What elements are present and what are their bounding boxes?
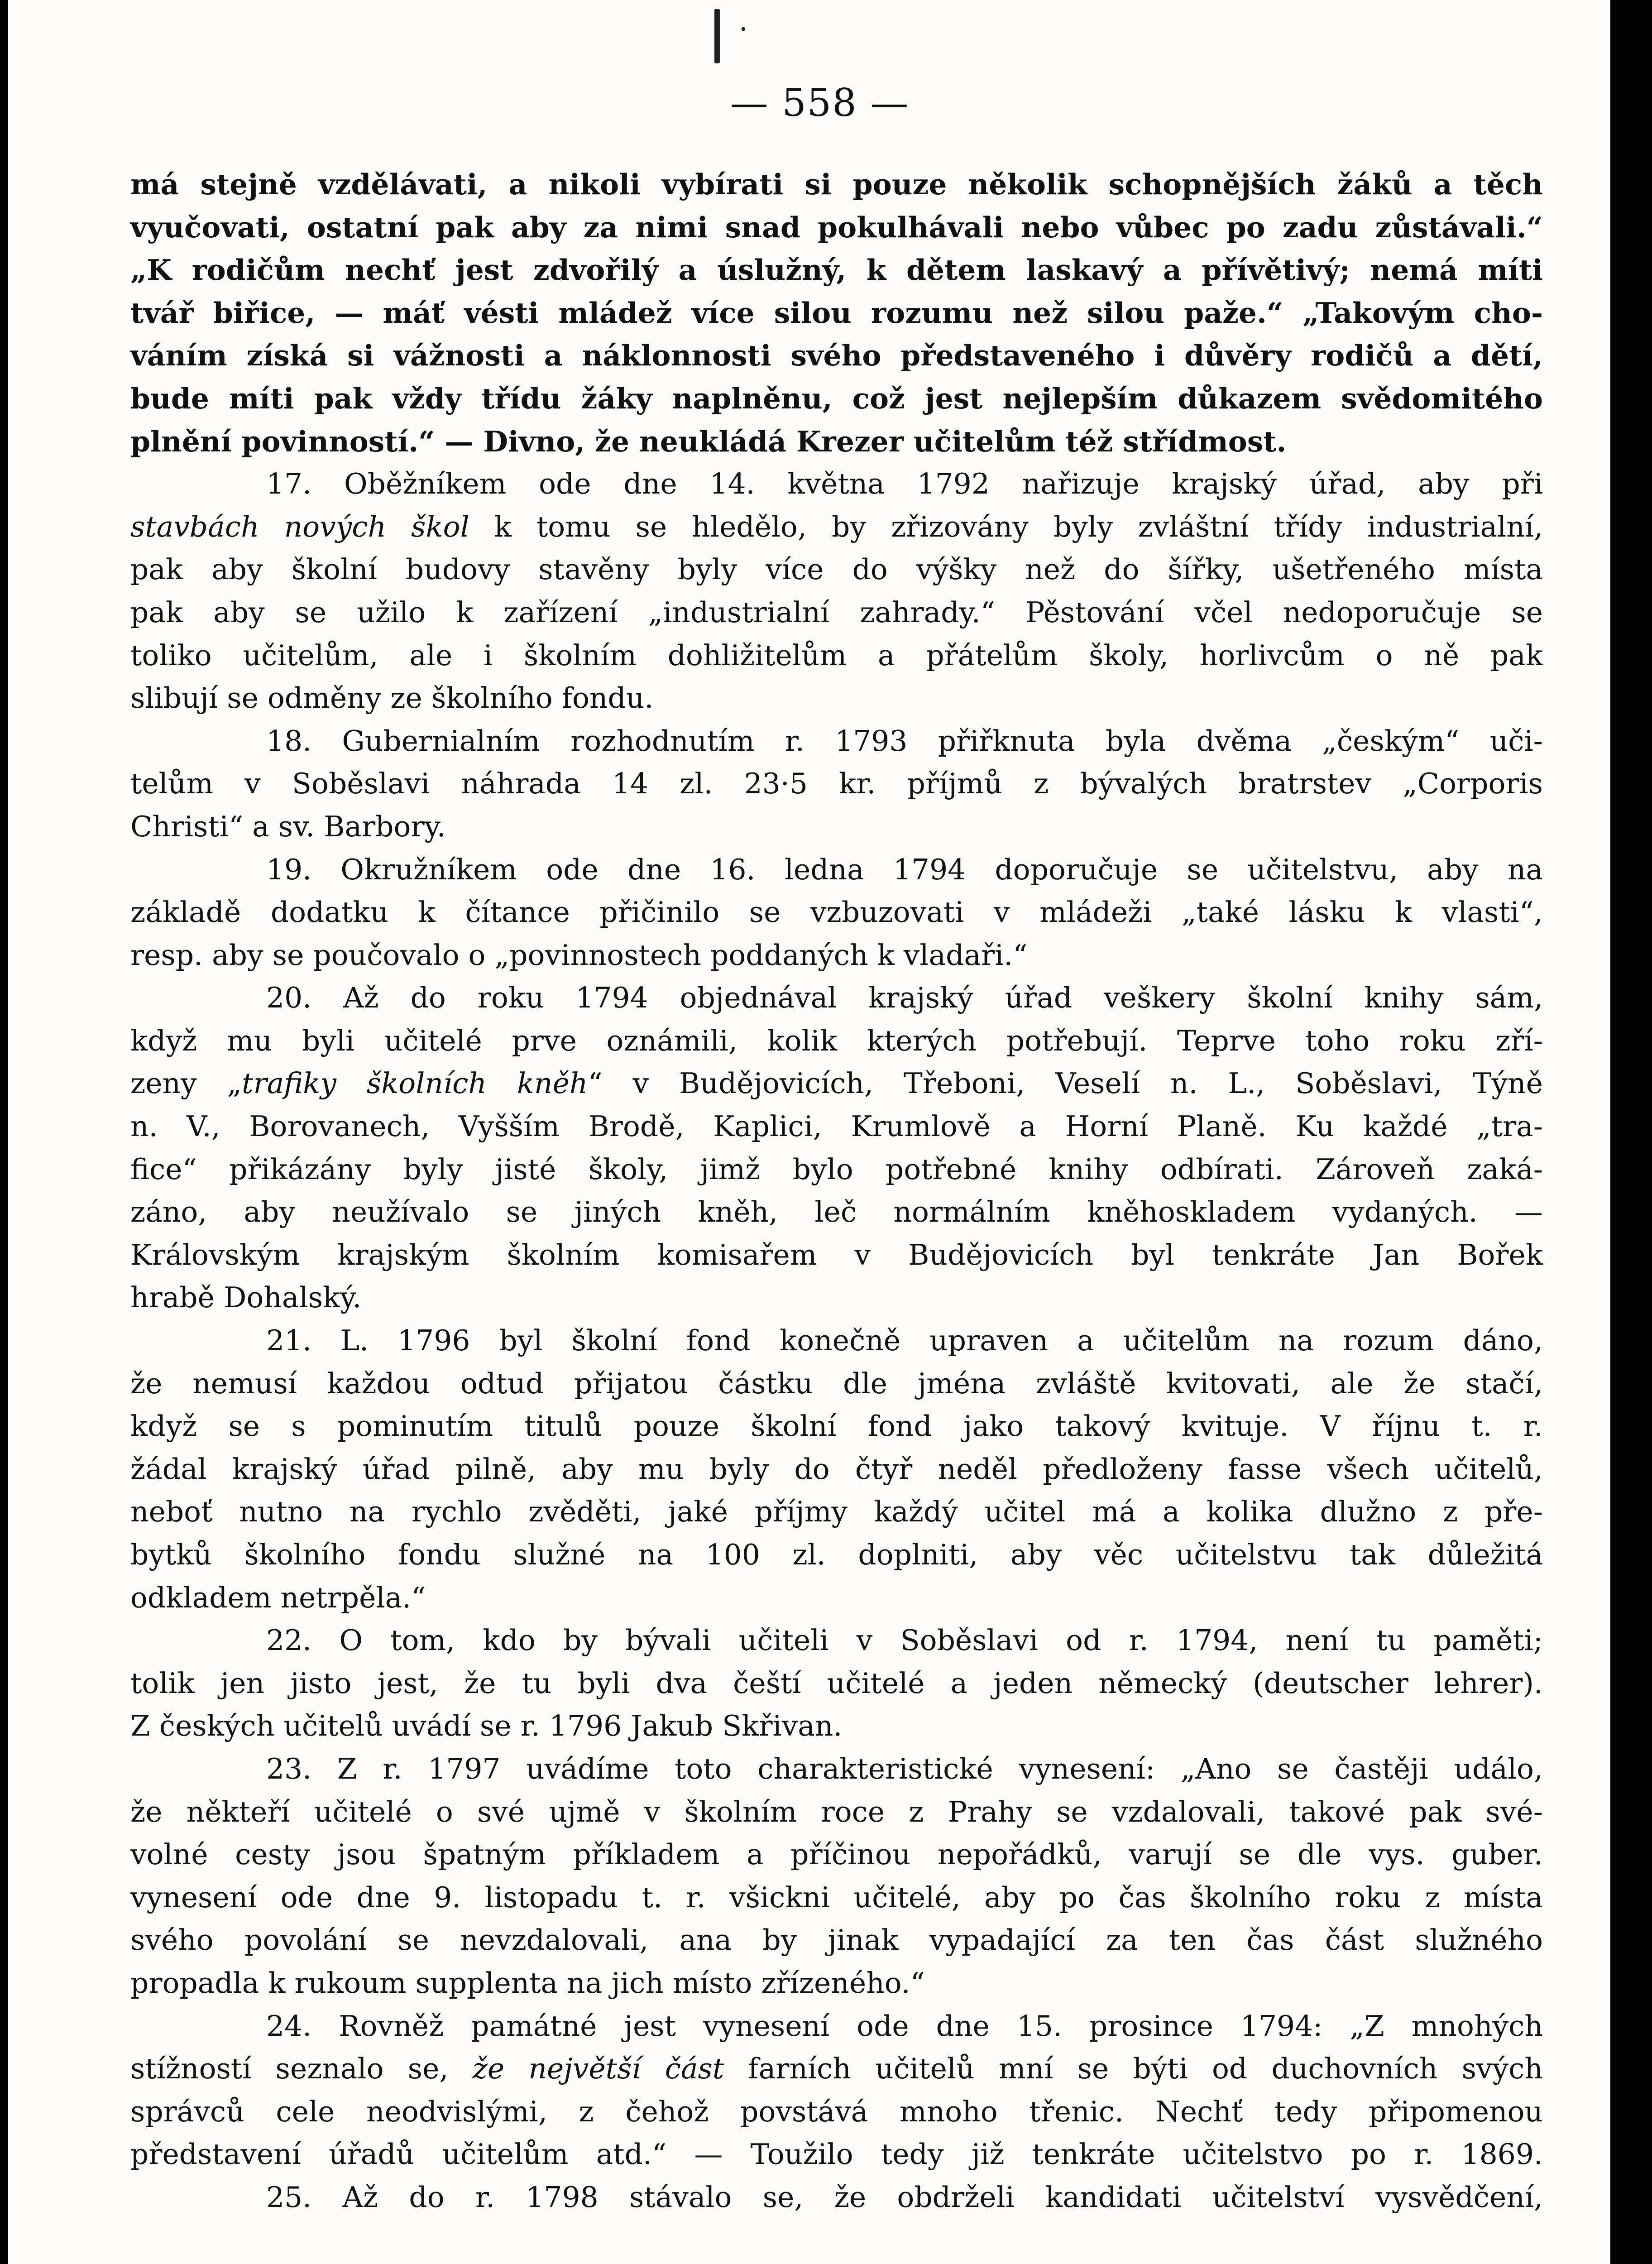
text-line: plnění povinností.“ — Divno, že neukládá Krezer učitelům též střídmost. xyxy=(130,424,1287,458)
text-line: váním získá si vážnosti a náklonnosti svého představeného i důvěry rodičů a dětí, xyxy=(130,339,1543,373)
text-line: když mu byli učitelé prve oznámili, kolik kterých potřebují. Teprve toho roku zří- xyxy=(130,1024,1543,1057)
text-line: svého povolání se nevzdalovali, ana by jinak vypadající za ten čas část služného xyxy=(130,1923,1543,1957)
scanned-page xyxy=(8,0,1631,2264)
text-line: 25. Až do r. 1798 stávalo se, že obdrželi kandidati učitelství vysvědčení, xyxy=(266,2180,1543,2214)
text-line: resp. aby se poučovalo o „povinnostech poddaných k vladaři.“ xyxy=(130,938,1028,972)
text-line: „K rodičům nechť jest zdvořilý a úslužný, k dětem laskavý a přívětivý; nemá míti xyxy=(130,253,1543,287)
text-line: má stejně vzdělávati, a nikoli vybírati si pouze několik schopnějších žáků a těch xyxy=(130,168,1543,201)
emphasis: trafiky školních kněh xyxy=(242,1067,588,1100)
text-line: že někteří učitelé o své ujmě v školním roce z Prahy se vzdalovali, takové pak své- xyxy=(130,1795,1543,1828)
text-line: pak aby se užilo k zařízení „industrialní zahrady.“ Pěstování včel nedoporučuje se xyxy=(130,595,1543,629)
scan-speck xyxy=(742,27,745,31)
emphasis: stavbách nových škol xyxy=(130,510,469,543)
text-line: 20. Až do roku 1794 objednával krajský úřad veškery školní knihy sám, xyxy=(266,981,1543,1015)
text-line: 18. Gubernialním rozhodnutím r. 1793 přiřknuta byla dvěma „českým“ uči- xyxy=(266,724,1543,758)
text-line: tolik jen jisto jest, že tu byli dva čeští učitelé a jeden německý (deutscher lehrer). xyxy=(130,1666,1543,1700)
text-line: toliko učitelům, ale i školním dohližitelům a přátelům školy, horlivcům o ně pak xyxy=(130,638,1543,672)
text-line: stížností seznalo se, že největší část farních učitelů mní se býti od duchovních svých xyxy=(130,2052,1543,2086)
text-line: 17. Oběžníkem ode dne 14. května 1792 nařizuje krajský úřad, aby při xyxy=(266,467,1543,501)
text-line: 21. L. 1796 byl školní fond konečně upraven a učitelům na rozum dáno, xyxy=(266,1324,1543,1357)
text-line: bude míti pak vždy třídu žáky naplněnu, což jest nejlepším důkazem svědomitého xyxy=(130,381,1543,415)
text-line: vynesení ode dne 9. listopadu t. r. všickni učitelé, aby po čas školního roku z místa xyxy=(130,1880,1543,1914)
text-line: volné cesty jsou špatným příkladem a příčinou nepořádků, varují se dle vys. guber. xyxy=(130,1838,1543,1871)
text-line: zeny „trafiky školních kněh“ v Budějovicích, Třeboni, Veselí n. L., Soběslavi, Týně xyxy=(130,1067,1543,1100)
text-line: bytků školního fondu služné na 100 zl. doplniti, aby věc učitelstvu tak důležitá xyxy=(130,1538,1543,1571)
text-line: Z českých učitelů uvádí se r. 1796 Jakub Skřivan. xyxy=(130,1709,843,1743)
text-line: neboť nutno na rychlo zvěděti, jaké příjmy každý učitel má a kolika dlužno z pře- xyxy=(130,1495,1543,1529)
text-line: tvář biřice, — máť vésti mládež více silou rozumu než silou paže.“ „Takovým cho- xyxy=(130,296,1543,330)
text-line: telům v Soběslavi náhrada 14 zl. 23·5 kr. příjmů z bývalých bratrstev „Corporis xyxy=(130,767,1543,801)
text-line: představení úřadů učitelům atd.“ — Toužilo tedy již tenkráte učitelstvo po r. 1869. xyxy=(130,2138,1543,2171)
text-line: slibují se odměny ze školního fondu. xyxy=(130,681,654,715)
text-line: 24. Rovněž památné jest vynesení ode dne 15. prosince 1794: „Z mnohých xyxy=(266,2009,1543,2043)
text-line: základě dodatku k čítance přičinilo se vzbuzovati v mládeži „také lásku k vlasti“, xyxy=(130,896,1543,929)
text-line: propadla k rukoum supplenta na jich místo zřízeného.“ xyxy=(130,1966,925,2000)
emphasis: že největší část xyxy=(472,2052,724,2086)
text-line: Christi“ a sv. Barbory. xyxy=(130,810,446,843)
text-line: když se s pominutím titulů pouze školní fond jako takový kvituje. V říjnu t. r. xyxy=(130,1410,1543,1443)
page-number: — 558 — xyxy=(730,81,910,125)
text-line: 22. O tom, kdo by bývali učiteli v Soběslavi od r. 1794, není tu paměti; xyxy=(266,1624,1543,1657)
text-line: záno, aby neužívalo se jiných kněh, leč normálním kněhoskladem vydaných. — xyxy=(130,1195,1543,1229)
text-line: n. V., Borovanech, Vyšším Brodě, Kaplici, Krumlově a Horní Planě. Ku každé „tra- xyxy=(130,1110,1543,1143)
text-line: Královským krajským školním komisařem v Budějovicích byl tenkráte Jan Bořek xyxy=(130,1238,1543,1271)
text-line: žádal krajský úřad pilně, aby mu byly do čtyř neděl předloženy fasse všech učitelů, xyxy=(130,1452,1543,1486)
text-line: 19. Okružníkem ode dne 16. ledna 1794 doporučuje se učitelstvu, aby na xyxy=(266,853,1543,886)
scan-speck xyxy=(714,9,720,63)
text-line: odkladem netrpěla.“ xyxy=(130,1581,426,1614)
text-line: hrabě Dohalský. xyxy=(130,1281,362,1314)
page-body-text xyxy=(130,163,1543,2219)
text-line: pak aby školní budovy stavěny byly více do výšky než do šířky, ušetřeného místa xyxy=(130,553,1543,586)
text-line: správců cele neodvislými, z čehož povstává mnoho třenic. Nechť tedy připomenou xyxy=(130,2095,1543,2128)
scan-edge-right xyxy=(1610,0,1631,2264)
text-line: fice“ přikázány byly jisté školy, jimž bylo potřebné knihy odbírati. Zároveň zaká- xyxy=(130,1152,1543,1186)
text-line: vyučovati, ostatní pak aby za nimi snad pokulhávali nebo vůbec po zadu zůstávali.“ xyxy=(130,210,1543,244)
text-line: stavbách nových škol k tomu se hledělo, by zřizovány byly zvláštní třídy industrialní, xyxy=(130,510,1543,543)
text-line: že nemusí každou odtud přijatou částku dle jména zvláště kvitovati, ale že stačí, xyxy=(130,1367,1543,1400)
text-line: 23. Z r. 1797 uvádíme toto charakteristické vynesení: „Ano se častěji událo, xyxy=(266,1752,1543,1785)
